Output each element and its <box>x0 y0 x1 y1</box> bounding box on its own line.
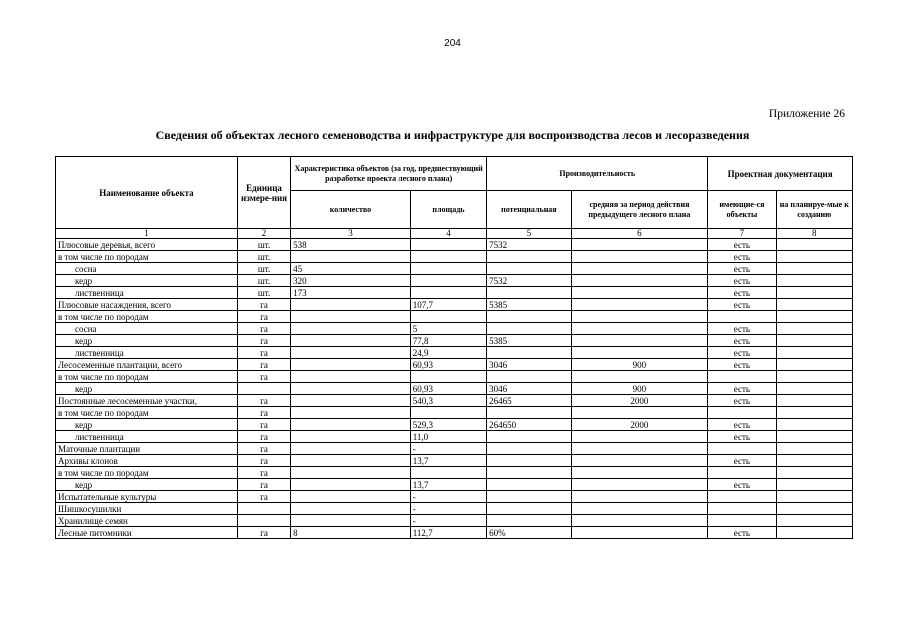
cell-existing <box>708 311 776 323</box>
cell-existing <box>708 371 776 383</box>
column-numbers-row <box>56 229 853 239</box>
cell-quantity <box>291 395 411 407</box>
cell-unit: га <box>237 431 290 443</box>
cell-quantity <box>291 299 411 311</box>
cell-potential <box>487 503 571 515</box>
cell-quantity <box>291 491 411 503</box>
cell-quantity <box>291 443 411 455</box>
cell-average <box>571 479 708 491</box>
cell-quantity <box>291 347 411 359</box>
cell-unit <box>237 383 290 395</box>
cell-planned <box>776 263 852 275</box>
cell-existing: есть <box>708 323 776 335</box>
cell-average <box>571 467 708 479</box>
cell-object-name: кедр <box>56 419 238 431</box>
cell-area <box>410 467 486 479</box>
cell-unit: шт. <box>237 239 290 251</box>
cell-average <box>571 515 708 527</box>
cell-object-name: Шишкосушилки <box>56 503 238 515</box>
cell-planned <box>776 479 852 491</box>
cell-potential <box>487 407 571 419</box>
cell-area: - <box>410 515 486 527</box>
cell-unit: га <box>237 347 290 359</box>
table-row <box>56 443 853 455</box>
cell-object-name: Постоянные лесосеменные участки, <box>56 395 238 407</box>
cell-object-name: кедр <box>56 335 238 347</box>
cell-quantity <box>291 455 411 467</box>
cell-planned <box>776 371 852 383</box>
cell-unit: га <box>237 359 290 371</box>
cell-unit: га <box>237 371 290 383</box>
cell-existing <box>708 407 776 419</box>
table-row <box>56 263 853 275</box>
cell-planned <box>776 275 852 287</box>
cell-potential <box>487 455 571 467</box>
cell-average <box>571 431 708 443</box>
cell-unit: га <box>237 527 290 539</box>
cell-unit: га <box>237 395 290 407</box>
cell-planned <box>776 347 852 359</box>
cell-potential: 7532 <box>487 239 571 251</box>
cell-planned <box>776 431 852 443</box>
column-number: 6 <box>571 229 708 239</box>
cell-quantity <box>291 407 411 419</box>
cell-potential <box>487 491 571 503</box>
cell-potential: 264650 <box>487 419 571 431</box>
header-area: площадь <box>410 191 486 229</box>
cell-average: 2000 <box>571 419 708 431</box>
cell-area: 5 <box>410 323 486 335</box>
cell-object-name: в том числе по породам <box>56 407 238 419</box>
cell-potential: 3046 <box>487 359 571 371</box>
table-row <box>56 527 853 539</box>
cell-area: - <box>410 491 486 503</box>
cell-potential <box>487 347 571 359</box>
cell-unit: га <box>237 455 290 467</box>
cell-planned <box>776 503 852 515</box>
cell-area: 24,9 <box>410 347 486 359</box>
cell-existing: есть <box>708 395 776 407</box>
cell-object-name: лиственница <box>56 287 238 299</box>
cell-potential: 5385 <box>487 299 571 311</box>
cell-existing: есть <box>708 347 776 359</box>
cell-object-name: в том числе по породам <box>56 311 238 323</box>
appendix-label: Приложение 26 <box>768 108 845 120</box>
cell-average <box>571 443 708 455</box>
cell-potential: 26465 <box>487 395 571 407</box>
table-row <box>56 503 853 515</box>
table-row <box>56 467 853 479</box>
cell-existing: есть <box>708 383 776 395</box>
table-row <box>56 287 853 299</box>
cell-average: 2000 <box>571 395 708 407</box>
cell-quantity: 45 <box>291 263 411 275</box>
cell-object-name: Лесные питомники <box>56 527 238 539</box>
table-row <box>56 491 853 503</box>
cell-quantity <box>291 431 411 443</box>
header-project-docs: Проектная документация <box>708 157 853 191</box>
cell-planned <box>776 407 852 419</box>
cell-object-name: Испытательные культуры <box>56 491 238 503</box>
cell-area <box>410 251 486 263</box>
cell-unit <box>237 515 290 527</box>
cell-existing: есть <box>708 287 776 299</box>
cell-existing: есть <box>708 479 776 491</box>
cell-potential <box>487 371 571 383</box>
cell-area <box>410 371 486 383</box>
cell-existing: есть <box>708 455 776 467</box>
table-row <box>56 335 853 347</box>
cell-object-name: кедр <box>56 383 238 395</box>
cell-quantity <box>291 419 411 431</box>
cell-existing <box>708 515 776 527</box>
cell-unit <box>237 503 290 515</box>
cell-potential: 3046 <box>487 383 571 395</box>
cell-quantity <box>291 311 411 323</box>
cell-planned <box>776 455 852 467</box>
cell-area: 13,7 <box>410 455 486 467</box>
cell-object-name: Плюсовые деревья, всего <box>56 239 238 251</box>
table-row <box>56 299 853 311</box>
cell-unit: га <box>237 311 290 323</box>
cell-unit: га <box>237 335 290 347</box>
cell-object-name: кедр <box>56 275 238 287</box>
cell-average <box>571 299 708 311</box>
cell-existing <box>708 491 776 503</box>
cell-quantity: 8 <box>291 527 411 539</box>
cell-unit: шт. <box>237 251 290 263</box>
cell-existing: есть <box>708 335 776 347</box>
cell-existing: есть <box>708 431 776 443</box>
cell-area <box>410 239 486 251</box>
table-row <box>56 275 853 287</box>
cell-potential <box>487 515 571 527</box>
table-row <box>56 359 853 371</box>
cell-potential <box>487 311 571 323</box>
cell-area: 13,7 <box>410 479 486 491</box>
cell-object-name: Хранилище семян <box>56 515 238 527</box>
header-productivity: Производительность <box>487 157 708 191</box>
cell-existing <box>708 443 776 455</box>
cell-planned <box>776 419 852 431</box>
cell-existing: есть <box>708 251 776 263</box>
cell-area <box>410 287 486 299</box>
cell-planned <box>776 323 852 335</box>
cell-planned <box>776 515 852 527</box>
cell-object-name: кедр <box>56 479 238 491</box>
seed-objects-table <box>55 156 853 539</box>
page-number: 204 <box>444 38 461 49</box>
cell-potential: 60% <box>487 527 571 539</box>
cell-potential <box>487 467 571 479</box>
cell-planned <box>776 395 852 407</box>
cell-existing: есть <box>708 299 776 311</box>
column-number: 3 <box>291 229 411 239</box>
cell-area: 540,3 <box>410 395 486 407</box>
cell-quantity: 173 <box>291 287 411 299</box>
column-number: 5 <box>487 229 571 239</box>
cell-planned <box>776 467 852 479</box>
cell-object-name: Архивы клонов <box>56 455 238 467</box>
table-row <box>56 431 853 443</box>
cell-object-name: в том числе по породам <box>56 251 238 263</box>
cell-unit: шт. <box>237 287 290 299</box>
cell-quantity <box>291 371 411 383</box>
cell-object-name: сосна <box>56 323 238 335</box>
cell-unit: га <box>237 443 290 455</box>
column-number: 2 <box>237 229 290 239</box>
header-existing: имеющие-ся объекты <box>708 191 776 229</box>
cell-unit: шт. <box>237 275 290 287</box>
cell-area: 60,93 <box>410 383 486 395</box>
table-row <box>56 323 853 335</box>
cell-average <box>571 503 708 515</box>
cell-unit: га <box>237 323 290 335</box>
cell-planned <box>776 491 852 503</box>
cell-planned <box>776 251 852 263</box>
cell-average <box>571 455 708 467</box>
table-row <box>56 371 853 383</box>
table-row <box>56 455 853 467</box>
cell-average: 900 <box>571 359 708 371</box>
cell-object-name: лиственница <box>56 431 238 443</box>
cell-existing: есть <box>708 527 776 539</box>
cell-planned <box>776 311 852 323</box>
header-planned: на планируе-мые к созданию <box>776 191 852 229</box>
cell-unit: га <box>237 407 290 419</box>
cell-average <box>571 335 708 347</box>
cell-object-name: Плюсовые насаждения, всего <box>56 299 238 311</box>
cell-average <box>571 347 708 359</box>
cell-quantity <box>291 467 411 479</box>
table-row <box>56 479 853 491</box>
cell-existing <box>708 467 776 479</box>
cell-area <box>410 311 486 323</box>
cell-quantity: 538 <box>291 239 411 251</box>
cell-potential: 7532 <box>487 275 571 287</box>
cell-planned <box>776 383 852 395</box>
cell-area: 77,8 <box>410 335 486 347</box>
cell-potential <box>487 263 571 275</box>
cell-area <box>410 275 486 287</box>
cell-unit: га <box>237 467 290 479</box>
cell-average: 900 <box>571 383 708 395</box>
column-number: 7 <box>708 229 776 239</box>
cell-planned <box>776 287 852 299</box>
cell-object-name: Лесосеменные плантации, всего <box>56 359 238 371</box>
cell-average <box>571 371 708 383</box>
table-row <box>56 311 853 323</box>
cell-unit: га <box>237 479 290 491</box>
cell-potential <box>487 287 571 299</box>
cell-quantity <box>291 383 411 395</box>
cell-object-name: в том числе по породам <box>56 467 238 479</box>
cell-quantity <box>291 359 411 371</box>
cell-planned <box>776 359 852 371</box>
cell-unit: га <box>237 299 290 311</box>
cell-existing: есть <box>708 359 776 371</box>
document-title: Сведения об объектах лесного семеноводства и инфраструктуре для воспроизводства лесов и лесоразведения <box>155 128 750 142</box>
cell-average <box>571 491 708 503</box>
table-row <box>56 239 853 251</box>
header-average: средняя за период действия предыдущего лесного плана <box>571 191 708 229</box>
cell-average <box>571 251 708 263</box>
cell-existing: есть <box>708 239 776 251</box>
cell-planned <box>776 335 852 347</box>
cell-existing <box>708 503 776 515</box>
table-row <box>56 407 853 419</box>
cell-average <box>571 239 708 251</box>
header-object-name: Наименование объекта <box>56 157 238 229</box>
table-row <box>56 419 853 431</box>
table-row <box>56 515 853 527</box>
cell-area: - <box>410 443 486 455</box>
cell-quantity <box>291 323 411 335</box>
cell-unit: га <box>237 491 290 503</box>
cell-existing: есть <box>708 275 776 287</box>
cell-unit: га <box>237 419 290 431</box>
cell-object-name: сосна <box>56 263 238 275</box>
cell-quantity: 320 <box>291 275 411 287</box>
cell-existing: есть <box>708 419 776 431</box>
column-number: 1 <box>56 229 238 239</box>
cell-potential <box>487 479 571 491</box>
cell-average <box>571 311 708 323</box>
cell-quantity <box>291 479 411 491</box>
cell-average <box>571 407 708 419</box>
cell-object-name: лиственница <box>56 347 238 359</box>
column-number: 4 <box>410 229 486 239</box>
cell-potential <box>487 251 571 263</box>
cell-potential <box>487 443 571 455</box>
header-quantity: количество <box>291 191 411 229</box>
cell-potential <box>487 323 571 335</box>
cell-quantity <box>291 515 411 527</box>
header-unit: Единица измере-ния <box>237 157 290 229</box>
table-row <box>56 383 853 395</box>
table-row <box>56 395 853 407</box>
table-row <box>56 347 853 359</box>
table-row <box>56 251 853 263</box>
cell-unit: шт. <box>237 263 290 275</box>
cell-planned <box>776 527 852 539</box>
cell-quantity <box>291 503 411 515</box>
cell-area: - <box>410 503 486 515</box>
header-potential: потенциальная <box>487 191 571 229</box>
cell-average <box>571 527 708 539</box>
cell-potential <box>487 431 571 443</box>
cell-existing: есть <box>708 263 776 275</box>
header-characteristics: Характеристика объектов (за год, предшествующий разработке проекта лесного плана) <box>291 157 487 191</box>
cell-area: 11,0 <box>410 431 486 443</box>
cell-object-name: в том числе по породам <box>56 371 238 383</box>
cell-average <box>571 323 708 335</box>
cell-average <box>571 263 708 275</box>
cell-average <box>571 275 708 287</box>
cell-area: 107,7 <box>410 299 486 311</box>
cell-area <box>410 263 486 275</box>
cell-planned <box>776 299 852 311</box>
cell-planned <box>776 443 852 455</box>
cell-quantity <box>291 335 411 347</box>
cell-area: 60,93 <box>410 359 486 371</box>
cell-area: 112,7 <box>410 527 486 539</box>
cell-planned <box>776 239 852 251</box>
cell-area: 529,3 <box>410 419 486 431</box>
cell-potential: 5385 <box>487 335 571 347</box>
cell-area <box>410 407 486 419</box>
cell-quantity <box>291 251 411 263</box>
cell-object-name: Маточные плантации <box>56 443 238 455</box>
cell-average <box>571 287 708 299</box>
column-number: 8 <box>776 229 852 239</box>
